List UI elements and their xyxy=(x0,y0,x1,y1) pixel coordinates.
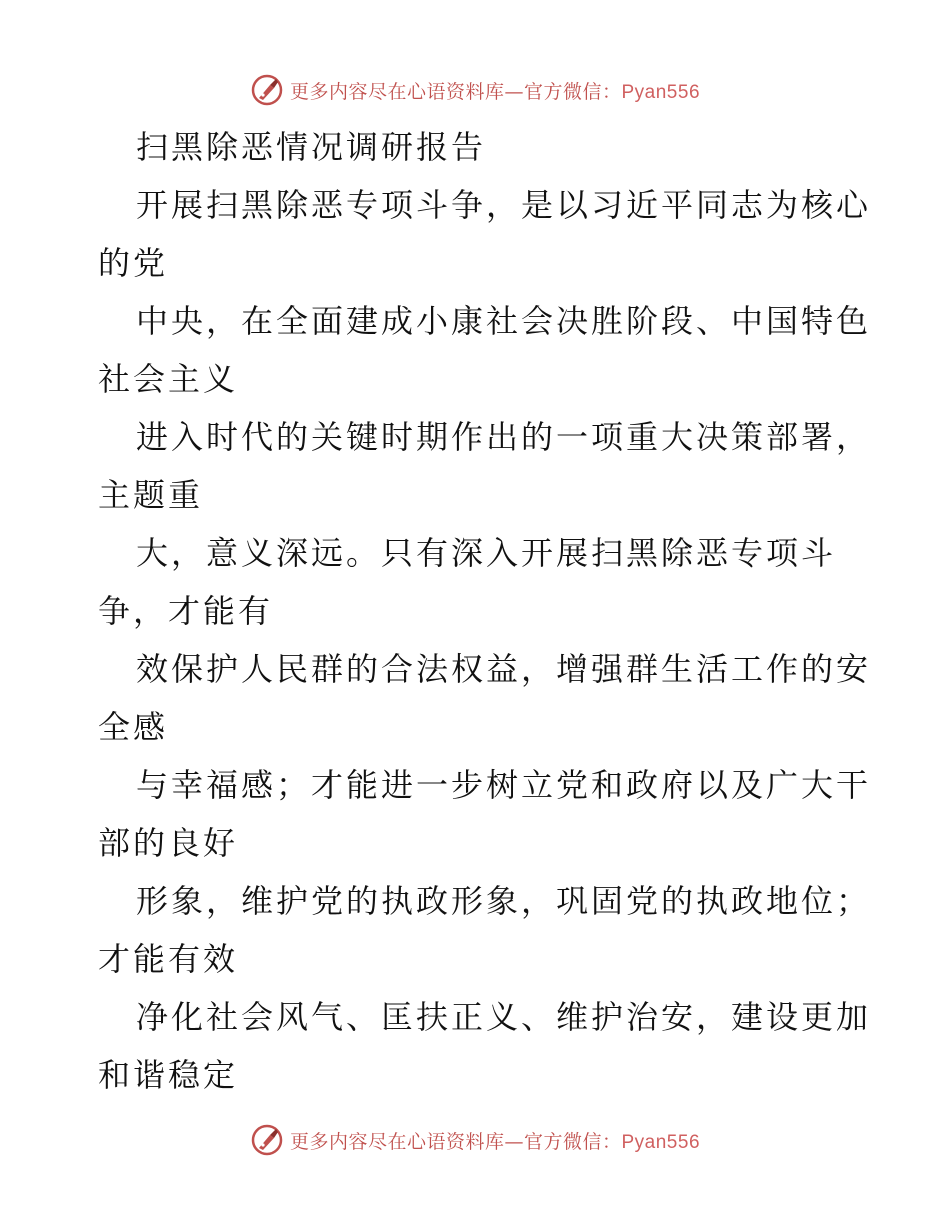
footer-banner xyxy=(0,1122,950,1158)
paragraph-line: 大，意义深远。只有深入开展扫黑除恶专项斗 xyxy=(136,534,837,572)
footer-banner-text: 更多内容尽在心语资料库—官方微信：Pyan556 xyxy=(289,1130,701,1153)
paragraph-line: 形象，维护党的执政形象，巩固党的执政地位； xyxy=(136,882,872,920)
paragraph-line: 进入时代的关键时期作出的一项重大决策部署， xyxy=(136,418,872,456)
header-banner xyxy=(0,72,950,108)
paragraph-line: 和谐稳定 xyxy=(98,1056,239,1094)
paragraph-line: 效保护人民群的合法权益，增强群生活工作的安 xyxy=(136,650,872,688)
fountain-pen-logo-icon xyxy=(250,73,284,107)
paragraph-line: 与幸福感；才能进一步树立党和政府以及广大干 xyxy=(136,766,872,804)
header-banner-text: 更多内容尽在心语资料库—官方微信：Pyan556 xyxy=(289,80,701,103)
paragraph-line: 开展扫黑除恶专项斗争，是以习近平同志为核心 xyxy=(136,186,872,224)
paragraph-line: 部的良好 xyxy=(98,824,239,862)
paragraph-line: 社会主义 xyxy=(98,360,239,398)
fountain-pen-logo-icon xyxy=(250,1123,284,1157)
document-title: 扫黑除恶情况调研报告 xyxy=(136,128,487,166)
paragraph-line: 中央，在全面建成小康社会决胜阶段、中国特色 xyxy=(136,302,872,340)
paragraph-line: 的党 xyxy=(98,244,169,282)
paragraph-line: 主题重 xyxy=(98,476,204,514)
paragraph-line: 全感 xyxy=(98,708,169,746)
document-body xyxy=(98,118,872,1104)
paragraph-line: 净化社会风气、匡扶正义、维护治安，建设更加 xyxy=(136,998,872,1036)
paragraph-line: 才能有效 xyxy=(98,940,239,978)
paragraph-line: 争，才能有 xyxy=(98,592,274,630)
